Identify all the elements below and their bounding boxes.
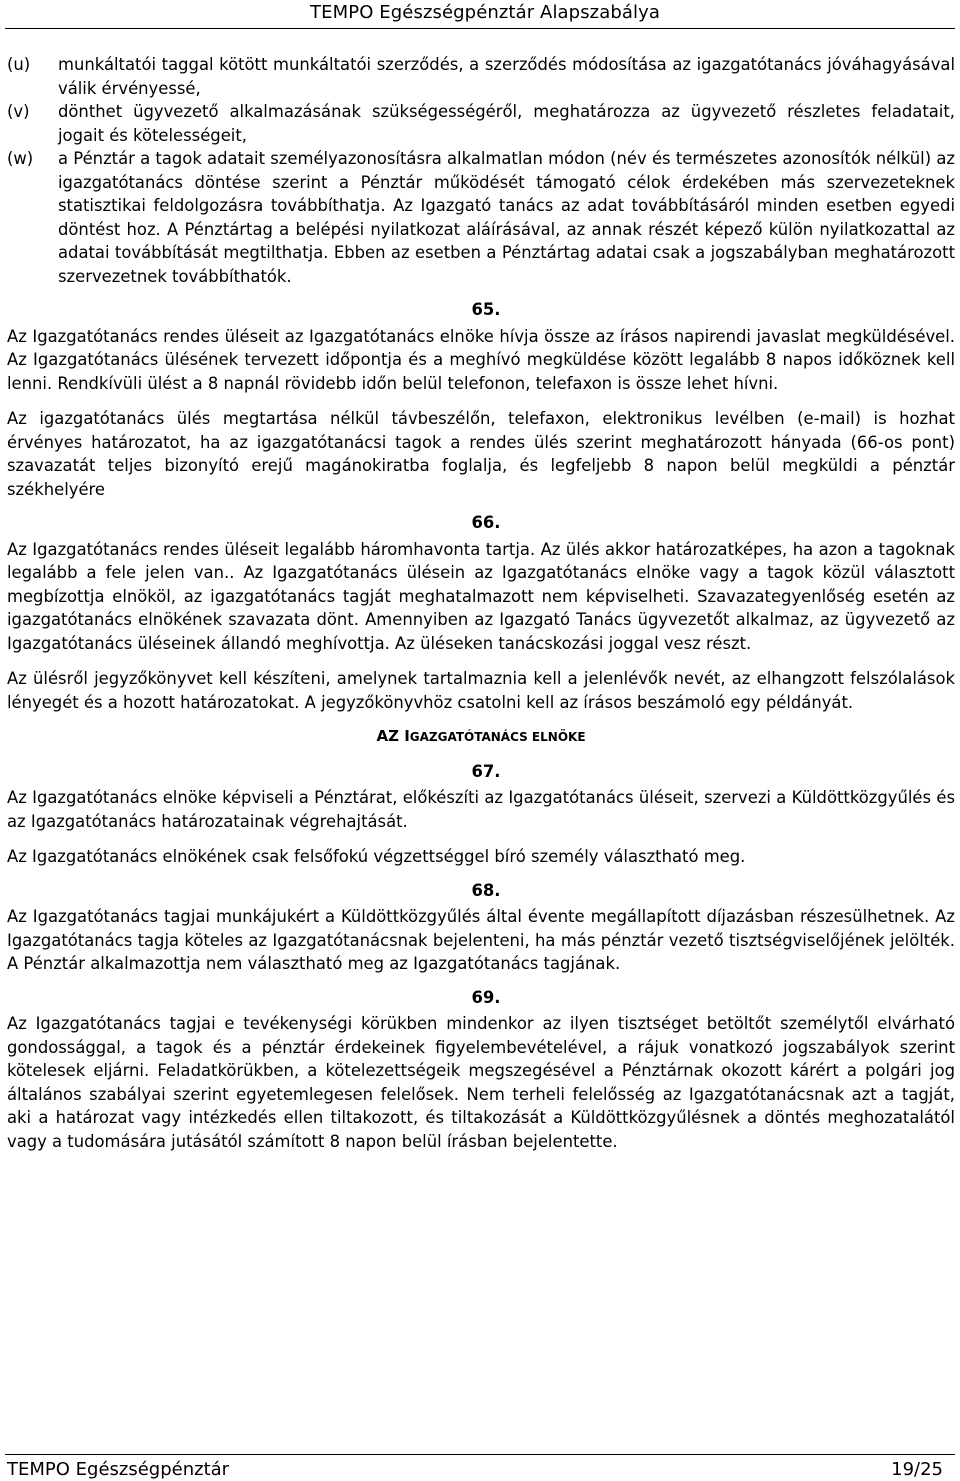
list-item-label: (u) — [7, 55, 31, 74]
list-item-text: a Pénztár a tagok adatait személyazonosításra alkalmatlan módon (név és természetes azonosítók nélkül) az igazgatótanács döntése szerint a Pénztár működését támogató célok érdekében más szervezeteknek statisztikai feldolgozásra továbbíthatja. Az Igazgató tanács az adat továbbításáról minden esetben egyedi döntést hoz. A Pénztártag a belépési nyilatkozat aláírásával, az annak részét képező külön nyilatkozattal az adatai továbbítását megtilthatja. Ebben az esetben a Pénztártag adatai csak a jogszabályban meghatározott szervezetnek továbbíthatók. — [58, 149, 955, 286]
paragraph: Az Igazgatótanács elnöke képviseli a Pénztárat, előkészíti az Igazgatótanács üléseit, szervezi a Küldöttközgyűlés és az Igazgatótanács határozatainak végrehajtását. — [7, 788, 955, 831]
paragraph: Az Igazgatótanács elnökének csak felsőfokú végzettséggel bíró személy választható meg. — [7, 847, 746, 866]
list-item-text: munkáltatói taggal kötött munkáltatói szerződés, a szerződés módosítása az igazgatótanács jóváhagyásával válik érvényessé, — [58, 55, 955, 98]
paragraph: Az Igazgatótanács tagjai munkájukért a Küldöttközgyűlés által évente megállapított díjazásban részesülhetnek. Az Igazgatótanács tagja köteles az Igazgatótanácsnak bejelenteni, ha más pénztár vezető tisztségviselőjének jelölték. A Pénztár alkalmazottja nem választható meg az Igazgatótanács tagjának. — [7, 907, 955, 973]
paragraph: Az Igazgatótanács rendes üléseit az Igazgatótanács elnöke hívja össze az írásos napirendi javaslat megküldésével. Az Igazgatótanács ülésének tervezett időpontja és a meghívó megküldése között legalább 8 napos időköznek kell lenni. Rendkívüli ülést a 8 napnál rövidebb időn belül telefonon, telefaxon is össze lehet hívni. — [7, 326, 955, 393]
paragraph: Az Igazgatótanács tagjai e tevékenységi körükben mindenkor az ilyen tisztséget betöltőt személytől elvárható gondossággal, a tagok és a pénztár érdekeinek figyelembevételével, a rájuk vonatkozó jogszabályok szerint kötelesek eljárni. Feladatkörükben, a kötelezettségeik megszegésével a Pénztárnak okozott kárért a polgári jog általános szabályai szerint egyetemlegesen felelősek. Nem terheli felelősség az Igazgatótanácsnak azt a tagját, aki a határozat vagy intézkedés ellen tiltakozott, és tiltakozását a Küldöttközgyűlésnek a döntés meghozatalától vagy a tudomására jutásától számított 8 napon belül írásban bejelentette. — [7, 1014, 955, 1151]
list-item-label: (w) — [7, 149, 34, 168]
paragraph: Az Igazgatótanács rendes üléseit legalább háromhavonta tartja. Az ülés akkor határozatképes, ha azon a tagoknak legalább a fele jelen van.. Az Igazgatótanács ülésein az Igazgatótanács elnöke vagy a tagok közül választott megbízottja elnököl, az igazgatótanács tagját meghatalmazott nem képviselheti. Szavazategyenlőség esetén az igazgatótanács elnökének szavazata dönt. Amennyiben az Igazgató Tanács ügyvezetőt alkalmaz, az ügyvezető az Igazgatótanács üléseinek állandó meghívottja. Az üléseken tanácskozási joggal vesz részt. — [7, 539, 955, 653]
page-header-title: TEMPO Egészségpénztár Alapszabálya — [310, 2, 660, 23]
section-number-68: 68. — [471, 880, 501, 900]
page-number: 19/25 — [891, 1459, 943, 1480]
section-number-69: 69. — [471, 987, 501, 1007]
list-item-text: dönthet ügyvezető alkalmazásának szükségességéről, meghatározza az ügyvezető részletes feladatait, jogait és kötelességeit, — [58, 102, 955, 145]
heading-part: GAZGATÓTANÁCS ELNÖKE — [409, 730, 586, 744]
heading-part: AZ I — [376, 727, 410, 745]
list-item-label: (v) — [7, 102, 30, 121]
footer-divider — [5, 1454, 955, 1455]
document-body — [7, 53, 955, 1153]
section-number-65: 65. — [471, 300, 501, 319]
section-number-67: 67. — [471, 761, 501, 781]
section-number-66: 66. — [471, 513, 501, 532]
header-divider — [5, 28, 955, 29]
paragraph: Az igazgatótanács ülés megtartása nélkül távbeszélőn, telefaxon, elektronikus levélben (e-mail) is hozhat érvényes határozatot, ha az igazgatótanácsi tagok a rendes ülés szerint meghatározott hányada (66-os pont) szavazatát teljes bizonyító erejű magánokiratba foglalja, és legfeljebb 8 napon belül megküldi a pénztár székhelyére — [7, 409, 955, 499]
list-item-u — [7, 53, 955, 100]
section-heading-chairman — [7, 725, 955, 750]
footer-title: TEMPO Egészségpénztár — [7, 1459, 230, 1480]
list-item-w — [7, 147, 955, 288]
list-item-v — [7, 100, 955, 147]
paragraph: Az ülésről jegyzőkönyvet kell készíteni, amelynek tartalmaznia kell a jelenlévők nevét, az elhangzott felszólalások lényegét és a hozott határozatokat. A jegyzőkönyvhöz csatolni kell az írásos beszámoló egy példányát. — [7, 669, 955, 712]
